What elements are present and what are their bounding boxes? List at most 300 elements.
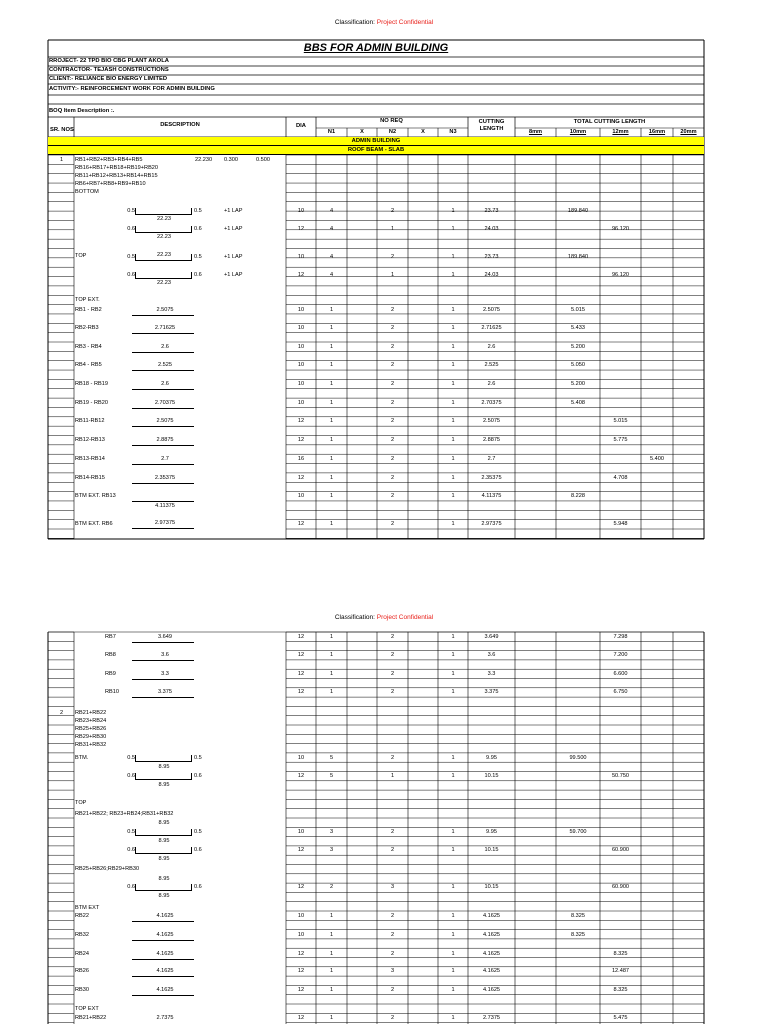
row-label: TOP — [75, 800, 87, 806]
value-cut: 4.11375 — [481, 493, 502, 499]
subheader-cell: N3 — [449, 129, 457, 135]
value-s10: 5.200 — [571, 344, 585, 350]
row-label: BTM EXT. RB13 — [75, 493, 116, 499]
hook-right: 0.5 — [194, 829, 202, 835]
band-roof-beam-slab: ROOF BEAM - SLAB — [48, 146, 704, 155]
value-s12: 6.600 — [613, 671, 628, 677]
value-s10: 5.408 — [571, 400, 585, 406]
value-n3: 1 — [451, 951, 455, 957]
member-list: RB23+RB24 — [75, 718, 107, 725]
value-n2: 2 — [390, 689, 395, 695]
value-cut: 24.03 — [484, 272, 499, 278]
value-cut: 2.7375 — [482, 1015, 501, 1021]
row-label: RB11-RB12 — [75, 418, 105, 424]
row-label: RB32 — [75, 932, 89, 938]
lap-note: +1 LAP — [224, 226, 243, 232]
header-no-req: NO REQ — [380, 118, 403, 124]
subheader-size: 20mm — [680, 129, 697, 135]
row-label: RB1 - RB2 — [75, 307, 102, 313]
value-n3: 1 — [451, 475, 455, 481]
bar-length: 8.95 — [158, 856, 170, 862]
subheader-size: 12mm — [612, 129, 629, 135]
bar-length: 2.8875 — [156, 437, 174, 443]
value-n3: 1 — [451, 208, 455, 214]
row-label: RB18 - RB19 — [75, 381, 108, 387]
value-n3: 1 — [451, 400, 455, 406]
value-s10: 59.700 — [569, 829, 587, 835]
meta-activity: ACTIVITY:- REINFORCEMENT WORK FOR ADMIN BUILDING — [49, 86, 215, 92]
lap-note: +1 LAP — [224, 208, 243, 214]
value-n3: 1 — [451, 968, 455, 974]
bar-shape — [135, 260, 191, 261]
bar-shape — [132, 464, 194, 465]
value-cut: 2.6 — [487, 344, 496, 350]
value-n3: 1 — [451, 847, 455, 853]
value-s12: 7.200 — [613, 652, 628, 658]
value-n2: 1 — [390, 226, 395, 232]
bar-length: 4.11375 — [155, 503, 175, 509]
section-top-ext: TOP EXT. — [75, 297, 100, 303]
value-dia: 12 — [297, 652, 305, 658]
row-label: TOP — [75, 253, 87, 259]
value-s10: 8.228 — [571, 493, 585, 499]
hook-right: 0.6 — [194, 884, 202, 890]
value-n2: 2 — [390, 344, 395, 350]
value-n2: 2 — [390, 400, 395, 406]
value-cut: 3.6 — [487, 652, 496, 658]
row-label: RB10 — [105, 689, 119, 695]
value-n1: 4 — [329, 272, 334, 278]
bar-length: 22.23 — [157, 280, 171, 286]
bar-length: 8.95 — [158, 764, 170, 770]
member-list: RB29+RB30 — [75, 734, 107, 741]
value-s10: 8.325 — [571, 932, 585, 938]
subheader-size: 8mm — [528, 129, 543, 135]
value-cut: 2.6 — [487, 381, 496, 387]
bar-shape — [132, 445, 194, 446]
value-s12: 12.487 — [611, 968, 630, 974]
value-s10: 189.840 — [567, 208, 589, 214]
value-s12: 8.325 — [613, 987, 628, 993]
hook-left: 0.5 — [127, 208, 135, 214]
member-list: RB31+RB32 — [75, 742, 107, 749]
value-cut: 24.03 — [484, 226, 499, 232]
row-label: RB3 - RB4 — [75, 344, 102, 350]
value-dia: 12 — [297, 634, 305, 640]
value-dia: 16 — [297, 456, 305, 462]
bar-length: 2.6 — [161, 381, 169, 387]
bar-shape — [132, 426, 194, 427]
sr-number: 1 — [60, 157, 64, 163]
value-n2: 2 — [390, 1015, 395, 1021]
bar-length: 4.1625 — [156, 913, 174, 919]
hook-right: 0.6 — [194, 773, 202, 779]
value-n2: 2 — [390, 437, 395, 443]
value-n2: 2 — [390, 493, 395, 499]
value-n1: 3 — [329, 847, 334, 853]
value-n3: 1 — [451, 307, 455, 313]
value-n2: 2 — [390, 932, 395, 938]
bar-shape — [135, 890, 191, 891]
bar-length: 8.95 — [158, 876, 170, 882]
bar-shape — [135, 232, 191, 233]
value-n1: 1 — [329, 968, 334, 974]
bar-length: 4.1625 — [156, 968, 174, 974]
value-s12: 96.120 — [611, 272, 630, 278]
bar-length: 4.1625 — [156, 951, 174, 957]
header-sr: SR. NOS — [50, 127, 74, 133]
bar-length: 8.95 — [158, 838, 170, 844]
bar-length: 22.23 — [157, 252, 171, 258]
value-dia: 10 — [297, 307, 305, 313]
value-cut: 2.525 — [484, 362, 499, 368]
bar-length: 2.35375 — [154, 475, 176, 481]
value-cut: 2.8875 — [482, 437, 501, 443]
value-dia: 12 — [297, 847, 305, 853]
bar-length: 3.375 — [158, 689, 172, 695]
member-list: RB1+RB2+RB3+RB4+RB5 — [75, 157, 143, 163]
value-s12: 5.475 — [613, 1015, 628, 1021]
bar-length: 3.3 — [161, 671, 169, 677]
row-label: BTM EXT. RB6 — [75, 521, 113, 527]
row-label: RB24 — [75, 951, 89, 957]
member-list: RB25+RB26;RB29+RB30 — [75, 866, 140, 872]
bar-shape — [132, 940, 194, 941]
classification-label-page-2: Classification: Project Confidential — [334, 614, 434, 621]
value-n3: 1 — [451, 913, 455, 919]
value-s10: 5.050 — [571, 362, 585, 368]
value-n2: 2 — [390, 652, 395, 658]
value-cut: 2.97375 — [481, 521, 502, 527]
value-s12: 60.900 — [611, 847, 630, 853]
value-dia: 10 — [297, 932, 305, 938]
bar-shape — [135, 214, 191, 215]
row-label: RB13-RB14 — [75, 456, 105, 462]
subheader-cell: N2 — [388, 129, 397, 135]
meta-client: CLIENT:- RELIANCE BIO ENERGY LIMITED — [49, 76, 168, 82]
value-n3: 1 — [451, 381, 455, 387]
member-list: RB21+RB22; RB23+RB24;RB31+RB32 — [75, 811, 174, 817]
bar-shape — [132, 995, 194, 996]
row-label: RB19 - RB20 — [75, 400, 108, 406]
value-cut: 2.71625 — [481, 325, 502, 331]
bar-shape — [132, 352, 194, 353]
value-n3: 1 — [451, 272, 455, 278]
bar-length: 2.7 — [161, 456, 169, 462]
value-n1: 4 — [329, 226, 334, 232]
value-s12: 4.708 — [613, 475, 628, 481]
bar-shape — [132, 679, 194, 680]
bar-length: 2.7375 — [156, 1015, 174, 1021]
value-s12: 50.750 — [611, 773, 630, 779]
value-n2: 2 — [390, 254, 395, 260]
bar-shape — [132, 959, 194, 960]
section-top-ext: TOP EXT — [75, 1006, 99, 1012]
hook-right: 0.5 — [194, 755, 202, 761]
value-cut: 4.1625 — [482, 932, 501, 938]
row-label: RB26 — [75, 968, 89, 974]
bar-length: 3.649 — [158, 634, 172, 640]
value-dia: 10 — [297, 400, 305, 406]
bar-shape — [132, 501, 194, 502]
value-n2: 2 — [390, 913, 395, 919]
subheader-cell: X — [360, 129, 364, 135]
bar-shape — [135, 278, 191, 279]
value-cut: 4.1625 — [482, 951, 501, 957]
bar-length: 4.1625 — [156, 932, 174, 938]
hook-right: 0.6 — [194, 847, 202, 853]
value-s12: 7.298 — [613, 634, 628, 640]
value-dia: 10 — [297, 254, 305, 260]
sr-number: 2 — [60, 710, 64, 716]
bar-shape — [132, 528, 194, 529]
value-n1: 1 — [329, 652, 334, 658]
value-s10: 5.200 — [571, 381, 585, 387]
value-n2: 3 — [390, 968, 395, 974]
value-s16: 5.400 — [650, 456, 664, 462]
value-n1: 1 — [329, 1015, 334, 1021]
value-n1: 1 — [329, 456, 334, 462]
value-n1: 1 — [329, 344, 334, 350]
hook-left: 0.6 — [127, 847, 135, 853]
subheader-cell: X — [421, 129, 425, 135]
value-cut: 4.1625 — [482, 987, 501, 993]
row-label: RB8 — [105, 652, 116, 658]
header-dia: DIA — [296, 123, 306, 129]
value-n3: 1 — [451, 884, 455, 890]
value-cut: 9.95 — [486, 829, 497, 835]
subheader-cell: N1 — [327, 129, 336, 135]
value-n3: 1 — [451, 344, 455, 350]
meta-contractor: CONTRACTOR- TEJASH CONSTRUCTIONS — [49, 67, 169, 73]
value-n2: 1 — [390, 272, 395, 278]
value-cut: 23.73 — [484, 208, 499, 214]
hook-right: 0.6 — [194, 226, 202, 232]
value-n2: 3 — [390, 884, 395, 890]
lap-note: +1 LAP — [224, 272, 243, 278]
value-n2: 2 — [390, 951, 395, 957]
bar-length: 4.1625 — [156, 987, 174, 993]
value-n3: 1 — [451, 773, 455, 779]
value-dia: 10 — [297, 381, 305, 387]
value-n1: 1 — [329, 493, 334, 499]
value-n3: 1 — [451, 254, 455, 260]
bar-length: 2.71625 — [154, 325, 176, 331]
value-n1: 5 — [329, 773, 334, 779]
value-n2: 2 — [390, 418, 395, 424]
value-n2: 2 — [390, 325, 395, 331]
value-n2: 2 — [390, 521, 395, 527]
bar-length: 2.5075 — [156, 307, 174, 313]
row-label: RB12-RB13 — [75, 437, 105, 443]
value-cut: 4.1625 — [482, 968, 501, 974]
bar-shape — [132, 921, 194, 922]
value-dia: 12 — [297, 773, 305, 779]
value-n3: 1 — [451, 987, 455, 993]
value-dia: 12 — [297, 418, 305, 424]
value-n3: 1 — [451, 418, 455, 424]
value-n1: 1 — [329, 987, 334, 993]
hook-left: 0.5 — [127, 829, 135, 835]
value-n3: 1 — [451, 493, 455, 499]
bar-shape — [132, 642, 194, 643]
value-n1: 1 — [329, 400, 334, 406]
bar-shape — [132, 483, 194, 484]
dim-width: 0.300 — [224, 157, 238, 163]
value-s10: 5.433 — [571, 325, 585, 331]
bar-shape — [135, 779, 191, 780]
row-label: RB30 — [75, 987, 89, 993]
value-n3: 1 — [451, 755, 455, 761]
header-total-cutting: TOTAL CUTTING LENGTH — [573, 119, 646, 125]
value-s12: 5.948 — [613, 521, 628, 527]
bar-shape — [132, 333, 194, 334]
hook-left: 0.5 — [127, 254, 135, 260]
value-cut: 3.649 — [484, 634, 499, 640]
row-label: RB7 — [105, 634, 116, 640]
value-cut: 9.95 — [486, 755, 497, 761]
bar-length: 8.95 — [158, 782, 170, 788]
bar-length: 2.97375 — [154, 520, 176, 526]
value-s12: 6.750 — [613, 689, 628, 695]
value-n2: 2 — [390, 362, 395, 368]
hook-left: 0.6 — [127, 773, 135, 779]
bar-length: 8.95 — [158, 820, 170, 826]
value-n1: 3 — [329, 829, 334, 835]
row-label: RB2-RB3 — [75, 325, 99, 331]
value-n1: 2 — [329, 884, 334, 890]
hook-right: 0.5 — [194, 208, 202, 214]
value-cut: 2.7 — [487, 456, 496, 462]
value-dia: 12 — [297, 987, 305, 993]
member-list: RB11+RB12+RB13+RB14+RB15 — [75, 173, 158, 180]
value-s12: 5.775 — [613, 437, 628, 443]
value-cut: 2.5075 — [482, 418, 501, 424]
value-n3: 1 — [451, 325, 455, 331]
value-n2: 2 — [390, 307, 395, 313]
value-dia: 12 — [297, 226, 305, 232]
value-n2: 2 — [390, 381, 395, 387]
value-n3: 1 — [451, 671, 455, 677]
row-label: RB4 - RB5 — [75, 362, 102, 368]
value-n3: 1 — [451, 634, 455, 640]
value-n1: 4 — [329, 254, 334, 260]
bar-length: 8.95 — [158, 893, 170, 899]
value-s10: 99.500 — [569, 755, 587, 761]
member-list: RB6+RB7+RB8+RB9+RB10 — [75, 181, 146, 188]
value-n2: 2 — [390, 847, 395, 853]
boq-description: BOQ Item Description :. — [49, 108, 115, 114]
value-dia: 12 — [297, 671, 305, 677]
subheader-size: 10mm — [569, 129, 587, 135]
value-n1: 1 — [329, 951, 334, 957]
value-dia: 12 — [297, 272, 305, 278]
value-n2: 2 — [390, 829, 395, 835]
value-n3: 1 — [451, 652, 455, 658]
value-n3: 1 — [451, 437, 455, 443]
bar-shape — [132, 315, 194, 316]
value-s10: 8.325 — [571, 913, 585, 919]
value-n1: 1 — [329, 362, 334, 368]
bar-shape — [132, 697, 194, 698]
value-n2: 2 — [390, 634, 395, 640]
bar-shape — [132, 660, 194, 661]
value-dia: 12 — [297, 968, 305, 974]
value-dia: 12 — [297, 521, 305, 527]
value-n1: 1 — [329, 521, 334, 527]
value-dia: 12 — [297, 884, 305, 890]
bar-length: 22.23 — [157, 234, 171, 240]
value-dia: 10 — [297, 344, 305, 350]
hook-right: 0.5 — [194, 254, 202, 260]
value-cut: 4.1625 — [482, 913, 501, 919]
value-cut: 10.15 — [484, 884, 499, 890]
classification-label: Classification: Project Confidential — [334, 19, 434, 26]
bar-length: 2.5075 — [156, 418, 174, 424]
bar-shape — [132, 370, 194, 371]
value-dia: 10 — [297, 913, 305, 919]
row-label: RB21+RB22 — [75, 1015, 107, 1021]
bar-shape — [132, 976, 194, 977]
bar-shape — [132, 408, 194, 409]
value-dia: 12 — [297, 437, 305, 443]
value-dia: 10 — [297, 755, 305, 761]
value-n1: 1 — [329, 932, 334, 938]
value-s10: 5.015 — [571, 307, 585, 313]
hook-left: 0.6 — [127, 884, 135, 890]
value-n1: 1 — [329, 325, 334, 331]
member-list: RB16+RB17+RB18+RB19+RB20 — [75, 165, 159, 172]
bar-length: 22.23 — [157, 216, 171, 222]
value-n1: 1 — [329, 689, 334, 695]
dim-depth: 0.500 — [256, 157, 270, 163]
value-n2: 2 — [390, 475, 395, 481]
value-cut: 2.35375 — [481, 475, 502, 481]
value-cut: 23.73 — [484, 254, 499, 260]
bar-length: 2.525 — [158, 362, 172, 368]
value-dia: 10 — [297, 362, 305, 368]
value-cut: 3.3 — [487, 671, 496, 677]
value-n1: 1 — [329, 671, 334, 677]
value-s10: 189.840 — [567, 254, 589, 260]
value-dia: 12 — [297, 951, 305, 957]
value-n3: 1 — [451, 689, 455, 695]
value-n1: 1 — [329, 307, 334, 313]
bar-length: 2.6 — [161, 344, 169, 350]
bar-shape — [132, 389, 194, 390]
value-s12: 5.015 — [613, 418, 628, 424]
section-btm-ext: BTM EXT — [75, 905, 100, 911]
value-n3: 1 — [451, 932, 455, 938]
header-cutting: CUTTING — [478, 119, 505, 125]
value-s12: 60.900 — [611, 884, 630, 890]
value-n3: 1 — [451, 829, 455, 835]
hook-left: 0.6 — [127, 272, 135, 278]
value-n2: 1 — [390, 773, 395, 779]
member-list: RB25+RB26 — [75, 726, 107, 733]
value-dia: 10 — [297, 325, 305, 331]
sheet-title: BBS FOR ADMIN BUILDING — [303, 42, 449, 54]
hook-left: 0.5 — [127, 755, 135, 761]
value-cut: 10.15 — [484, 773, 499, 779]
lap-note: +1 LAP — [224, 254, 243, 260]
value-dia: 12 — [297, 475, 305, 481]
dim-length: 22.230 — [195, 157, 213, 163]
member-list: RB21+RB22 — [75, 710, 107, 716]
value-cut: 10.15 — [484, 847, 499, 853]
bar-shape — [135, 853, 191, 854]
row-label: RB9 — [105, 671, 116, 677]
